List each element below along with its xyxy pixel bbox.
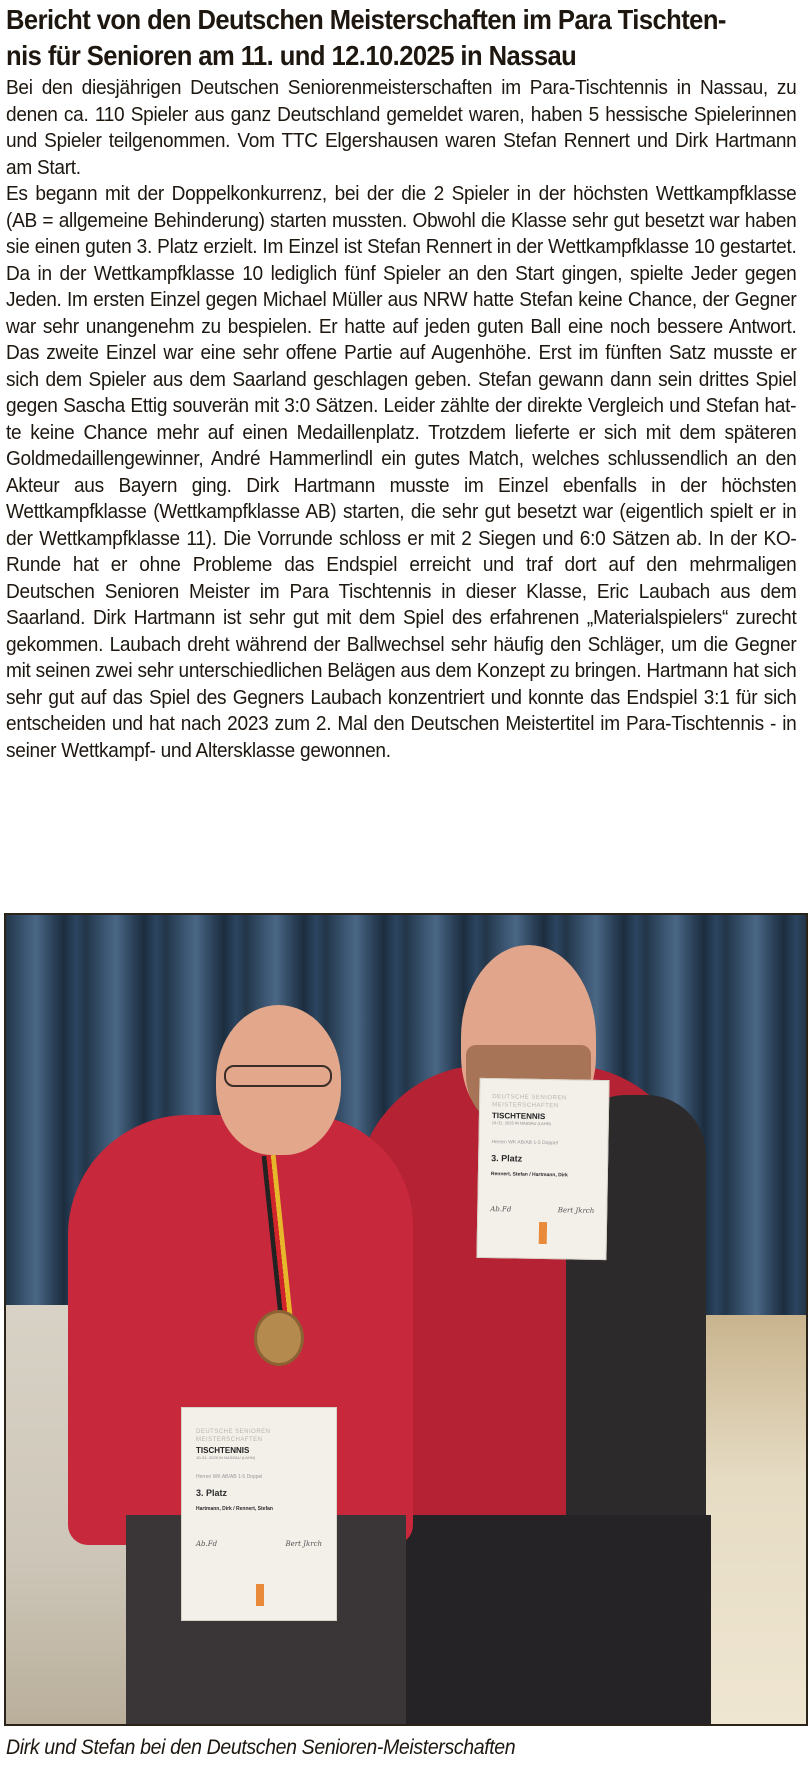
- certificate-class: Herren WK AB/AB 1-5 Doppel: [491, 1139, 558, 1147]
- certificate-place: 3. Platz: [196, 1488, 228, 1498]
- certificate-class: Herren WK AB/AB 1-5 Doppel: [196, 1474, 263, 1480]
- signature-right: Bert Jkrch: [285, 1540, 322, 1548]
- certificate-title: TISCHTENNIS: [491, 1111, 546, 1122]
- signature-left: Ab.Fd: [196, 1540, 218, 1548]
- certificate-stefan: [476, 1078, 609, 1260]
- certificate-logo-icon: [256, 1584, 264, 1606]
- certificate-dirk: [181, 1407, 337, 1621]
- certificate-names: Hartmann, Dirk / Rennert, Stefan: [196, 1506, 273, 1512]
- certificate-signatures: [490, 1205, 594, 1215]
- signature-left: Ab.Fd: [490, 1205, 512, 1214]
- certificate-supertitle: DEUTSCHE SENIOREN MEISTERSCHAFTEN: [196, 1429, 271, 1443]
- person-stefan-legs: [391, 1515, 711, 1726]
- paragraph-report: Es begann mit der Doppelkonkurrenz, bei der die 2 Spieler in der höchsten Wettkampfklasse (AB = allgemeine Behinderung) starten mussten. Obwohl die Klasse sehr gut besetzt war haben sie einen guten 3. Platz erzielt. Im Einzel ist Stefan Rennert in der Wettkampfklasse 10 gestartet. Da in der Wettkampfklasse 10 lediglich fünf Spieler an den Start gingen, spielte Jeder gegen Jeden. Im ersten Einzel gegen Michael Müller aus NRW hatte Stefan keine Chance, der Gegner war sehr unangenehm zu bespielen. Er hatte auf jeden guten Ball eine noch bessere Antwort. Das zweite Einzel war eine sehr offene Partie auf Augenhöhe. Erst im fünften Satz musste er sich dem Spieler aus dem Saarland geschlagen geben. Stefan gewann dann sein drittes Spiel gegen Sascha Ettig souverän mit 3:0 Sätzen. Leider zählte der direkte Vergleich und Stefan hatte keine Chance mehr auf einen Medaillenplatz. Trotzdem lieferte er sich mit dem späteren Goldmedaillengewinner, André Hammerlindl ein gutes Match, welches schlussendlich an den Akteur aus Bayern ging. Dirk Hartmann musste im Einzel ebenfalls in der höchsten Wettkampfklasse (Wettkampfklasse AB) starten, die sehr gut besetzt war (eigentlich spielt er in der Wettkampfklasse 11). Die Vorrunde schloss er mit 2 Siegen und 6:0 Sätzen ab. In der KO-Runde hat er ohne Probleme das Endspiel erreicht und traf dort auf den mehrmaligen Deutschen Senioren Meister im Para Tischtennis in dieser Klasse, Eric Laubach aus dem Saarland. Dirk Hartmann ist sehr gut mit dem Spiel des erfahrenen „Materialspielers“ zurecht gekommen. Laubach dreht während der Ballwechsel sehr häufig den Schläger, um die Gegner mit seinen zwei sehr unterschiedlichen Belägen aus dem Konzept zu bringen. Hartmann hat sich sehr gut auf das Spiel des Gegners Laubach konzentriert und konnte das Endspiel 3:1 für sich entscheiden und hat nach 2023 zum 2. Mal den Deutschen Meistertitel im Para-Tischtennis - in seiner Wettkampf- und Altersklasse gewonnen.: [6, 182, 797, 762]
- article-headline: [6, 2, 806, 74]
- headline-line-2: nis für Senioren am 11. und 12.10.2025 in Nassau: [6, 40, 577, 71]
- glasses-icon: [224, 1065, 332, 1087]
- certificate-logo-icon: [539, 1222, 547, 1244]
- certificate-signatures: [196, 1540, 322, 1548]
- headline-line-1: Bericht von den Deutschen Meisterschaften im Para Tischten-: [6, 4, 726, 35]
- stage-right-wall: [696, 1315, 806, 1726]
- photo-caption: Dirk und Stefan bei den Deutschen Senioren-Meisterschaften: [6, 1736, 516, 1759]
- certificate-names: Rennert, Stefan / Hartmann, Dirk: [490, 1171, 568, 1179]
- certificate-date: 10./11. 2025 IN NASSAU (LAHN): [491, 1120, 551, 1127]
- article-photo: [4, 913, 808, 1726]
- medal-icon: [254, 1310, 304, 1366]
- certificate-date: 10./11. 2025 IN NASSAU (LAHN): [196, 1455, 256, 1460]
- certificate-supertitle: DEUTSCHE SENIOREN MEISTERSCHAFTEN: [492, 1094, 567, 1110]
- signature-right: Bert Jkrch: [557, 1206, 595, 1215]
- article-body: [6, 75, 797, 764]
- paragraph-intro: Bei den diesjährigen Deutschen Seniorenmeisterschaften im Para-Tischtennis in Nassau, zu denen ca. 110 Spieler aus ganz Deutschland gemeldet waren, haben 5 hessische Spielerinnen und Spieler teilgenommen. Vom TTC Elgershausen waren Stefan Rennert und Dirk Hartmann am Start.: [6, 76, 797, 179]
- certificate-title: TISCHTENNIS: [196, 1446, 250, 1455]
- certificate-place: 3. Platz: [491, 1153, 523, 1164]
